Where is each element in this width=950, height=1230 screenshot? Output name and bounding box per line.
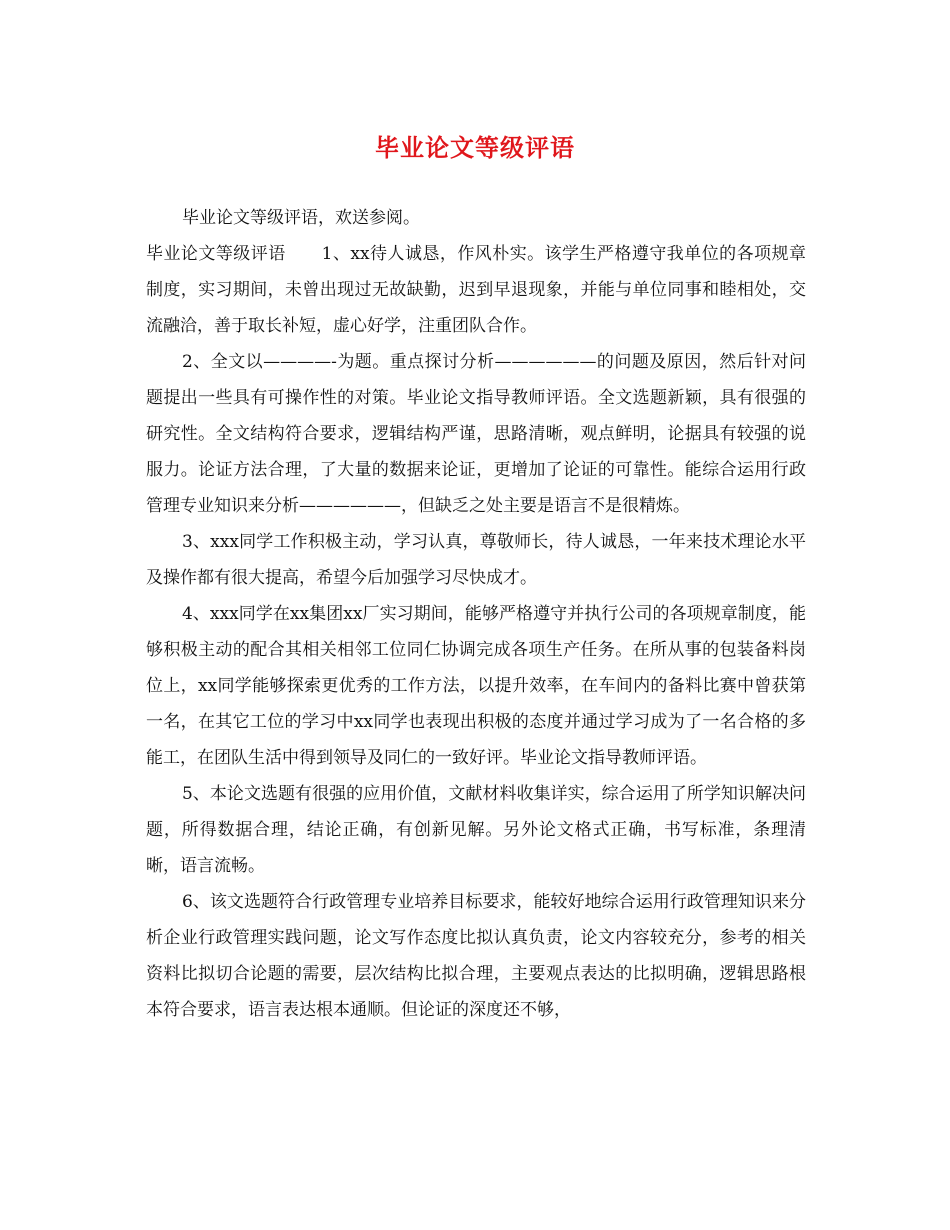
page-title: 毕业论文等级评语 <box>375 133 575 162</box>
paragraph-1 <box>146 236 806 344</box>
paragraph-5: 5、本论文选题有很强的应用价值，文献材料收集详实，综合运用了所学知识解决问题，所得数据合理，结论正确，有创新见解。另外论文格式正确，书写标准，条理清晰，语言流畅。 <box>146 784 806 876</box>
paragraph-1-lead: 毕业论文等级评语 <box>146 244 286 264</box>
paragraph-6: 6、该文选题符合行政管理专业培养目标要求，能较好地综合运用行政管理知识来分析企业行政管理实践问题，论文写作态度比拟认真负责，论文内容较充分，参考的相关资料比拟切合论题的需要，层次结构比拟合理，主要观点表达的比拟明确，逻辑思路根本符合要求，语言表达根本通顺。但论证的深度还不够， <box>146 892 806 1020</box>
document-body <box>146 200 806 1028</box>
paragraph-4: 4、xxx同学在xx集团xx厂实习期间，能够严格遵守并执行公司的各项规章制度，能够积极主动的配合其相关相邻工位同仁协调完成各项生产任务。在所从事的包装备料岗位上，xx同学能够探索更优秀的工作方法，以提升效率，在车间内的备料比赛中曾获第一名，在其它工位的学习中xx同学也表现出积极的态度并通过学习成为了一名合格的多能工，在团队生活中得到领导及同仁的一致好评。毕业论文指导教师评语。 <box>146 604 806 768</box>
paragraph-1-text: 1、xx待人诚恳，作风朴实。该学生严格遵守我单位的各项规章制度，实习期间，未曾出现过无故缺勤，迟到早退现象，并能与单位同事和睦相处，交流融洽，善于取长补短，虚心好学，注重团队合作。 <box>146 244 807 336</box>
paragraph-3: 3、xxx同学工作积极主动，学习认真，尊敬师长，待人诚恳，一年来技术理论水平及操作都有很大提高，希望今后加强学习尽快成才。 <box>146 532 806 588</box>
intro-paragraph: 毕业论文等级评语，欢送参阅。 <box>182 208 420 228</box>
paragraph-2: 2、全文以————-为题。重点探讨分析——————的问题及原因，然后针对问题提出一些具有可操作性的对策。毕业论文指导教师评语。全文选题新颖，具有很强的研究性。全文结构符合要求，逻辑结构严谨，思路清晰，观点鲜明，论据具有较强的说服力。论证方法合理，了大量的数据来论证，更增加了论证的可靠性。能综合运用行政管理专业知识来分析——————，但缺乏之处主要是语言不是很精炼。 <box>146 352 806 516</box>
